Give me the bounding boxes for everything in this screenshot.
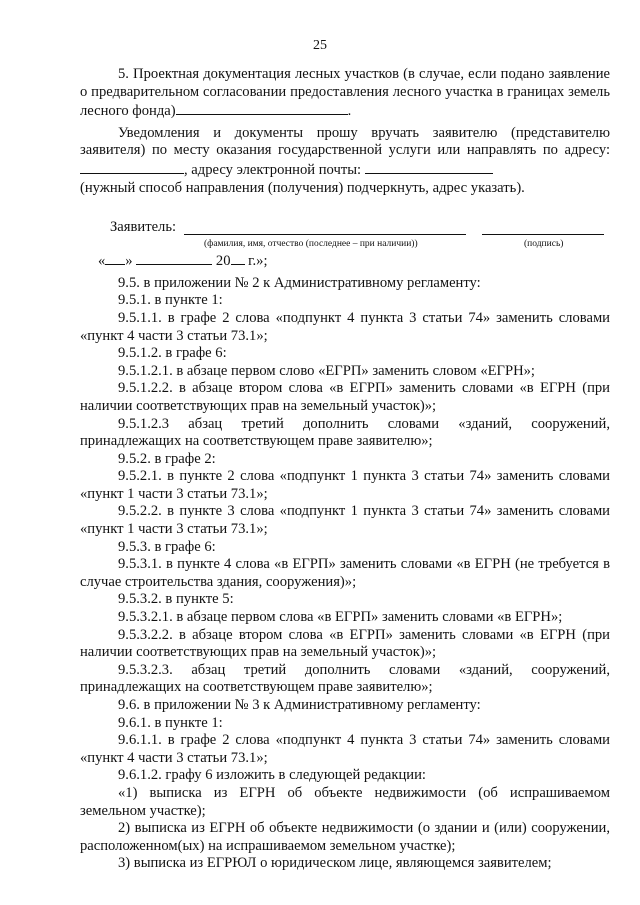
year-blank-line <box>231 251 245 265</box>
paragraph-delivery-note: (нужный способ направления (получения) подчеркнуть, адрес указать). <box>80 179 525 196</box>
amendment-item: 9.5. в приложении № 2 к Административному регламенту: <box>118 274 481 291</box>
amendment-item: 9.6.1.2. графу 6 изложить в следующей редакции: <box>118 767 426 784</box>
applicant-label: Заявитель: <box>110 219 177 236</box>
amendment-item: «1) выписка из ЕГРН об объекте недвижимости (об испрашиваемом земельном участке); <box>80 784 610 819</box>
paragraph-notifications-text: Уведомления и документы прошу вручать заявителю (представителю заявителя) по месту оказания государственной услуги или направлять по адресу: <box>80 124 610 159</box>
amendment-item: 9.5.2.2. в пункте 3 слова «подпункт 1 пункта 3 статьи 74» заменить словами «пункт 1 части 3 статьи 73.1»; <box>80 503 610 538</box>
applicant-name-line <box>184 219 466 235</box>
date-year: 20 <box>215 253 231 270</box>
amendment-item: 9.5.1.2. в графе 6: <box>118 345 227 362</box>
paragraph-project-docs <box>80 66 610 121</box>
amendment-item: 3) выписка из ЕГРЮЛ о юридическом лице, являющемся заявителем; <box>118 855 552 872</box>
day-blank-line <box>105 251 125 265</box>
date-quote-open: « <box>98 253 106 270</box>
address-blank-line <box>80 160 184 174</box>
amendment-item: 9.5.3.2. в пункте 5: <box>118 591 234 608</box>
month-blank-line <box>136 251 212 265</box>
amendment-list <box>80 275 610 873</box>
applicant-signature-line <box>482 219 604 235</box>
amendment-item: 9.5.1. в пункте 1: <box>118 292 223 309</box>
amendment-item: 9.5.3.2.2. в абзаце втором слова «в ЕГРП» заменить словами «в ЕГРН (при наличии соответствующих прав на земельный участок)»; <box>80 626 610 661</box>
email-blank-line <box>365 160 493 174</box>
period: . <box>347 103 352 120</box>
amendment-item: 9.5.1.2.1. в абзаце первом слово «ЕГРП» заменить словом «ЕГРН»; <box>118 362 535 379</box>
date-suffix: г.»; <box>248 253 268 270</box>
signature-captions <box>80 239 610 251</box>
caption-signature: (подпись) <box>524 239 564 250</box>
amendment-item: 9.5.3. в графе 6: <box>118 538 216 555</box>
paragraph-project-docs-text: 5. Проектная документация лесных участков (в случае, если подано заявление о предварительном согласовании предоставления лесного участка в границах земель лесного фонда) <box>80 66 610 120</box>
blank-line <box>176 101 348 115</box>
amendment-item: 9.6. в приложении № 3 к Административному регламенту: <box>118 697 481 713</box>
document-body <box>80 66 610 873</box>
amendment-item: 9.5.2.1. в пункте 2 слова «подпункт 1 пункта 3 статьи 74» заменить словами «пункт 1 части 3 статьи 73.1»; <box>80 468 610 502</box>
caption-name: (фамилия, имя, отчество (последнее – при наличии)) <box>204 239 418 250</box>
amendment-item: 9.6.1.1. в графе 2 слова «подпункт 4 пункта 3 статьи 74» заменить словами «пункт 4 части 3 статьи 73.1»; <box>80 732 610 766</box>
date-quote-close: » <box>125 253 133 270</box>
email-label: , адресу электронной почты: <box>184 161 362 178</box>
amendment-item: 9.5.1.2.2. в абзаце втором слова «в ЕГРП» заменить словами «в ЕГРН (при наличии соответствующих прав на земельный участок)»; <box>80 380 610 414</box>
paragraph-notifications <box>80 125 610 180</box>
amendment-item: 2) выписка из ЕГРН об объекте недвижимости (о здании и (или) сооружении, расположенном(ых) на испрашиваемом земельном участке); <box>80 820 610 854</box>
amendment-item: 9.5.3.2.3. абзац третий дополнить словами «зданий, сооружений, принадлежащих на соответствующем праве заявителю»; <box>80 661 610 696</box>
page-number: 25 <box>313 38 327 53</box>
amendment-item: 9.6.1. в пункте 1: <box>118 714 223 731</box>
amendment-item: 9.5.1.2.3 абзац третий дополнить словами «зданий, сооружений, принадлежащих на соответствующем праве заявителю»; <box>80 415 610 450</box>
date-line <box>80 251 610 271</box>
amendment-item: 9.5.3.2.1. в абзаце первом слова «в ЕГРП» заменить словами «в ЕГРН»; <box>118 609 563 626</box>
amendment-item: 9.5.3.1. в пункте 4 слова «в ЕГРП» заменить словами «в ЕГРН (не требуется в случае строительства здания, сооружения)»; <box>80 556 610 590</box>
signature-row <box>80 219 610 239</box>
amendment-item: 9.5.2. в графе 2: <box>118 450 216 467</box>
amendment-item: 9.5.1.1. в графе 2 слова «подпункт 4 пункта 3 статьи 74» заменить словами «пункт 4 части 3 статьи 73.1»; <box>80 309 610 344</box>
